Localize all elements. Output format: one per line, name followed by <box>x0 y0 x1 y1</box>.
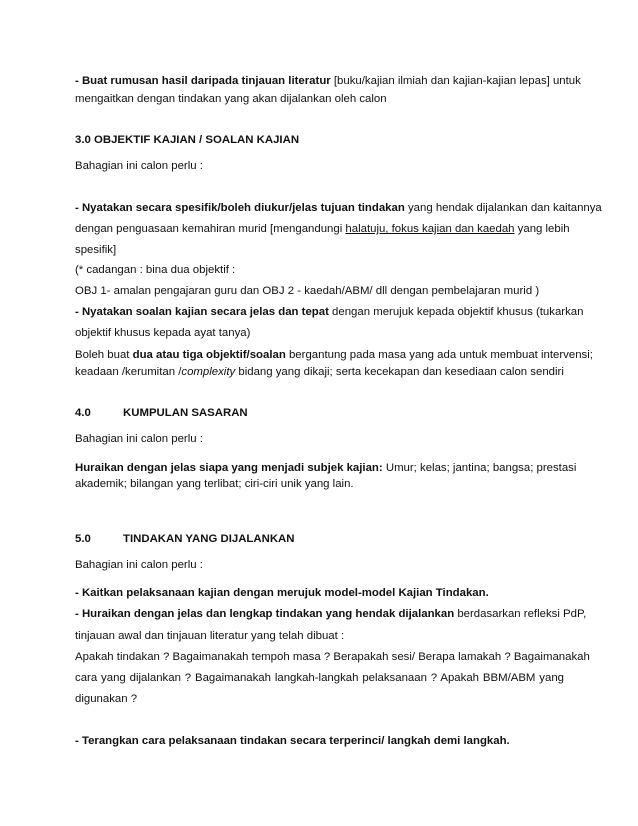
count-para-text-d: bidang yang dikaji; serta kecekapan dan kesediaan calon sendiri <box>235 366 564 378</box>
count-para-bold: dua atau tiga objektif/soalan <box>132 349 286 361</box>
objective-para-text-2a: dengan penguasaan kemahiran murid [mengandungi <box>75 223 346 235</box>
section-5-number: 5.0 <box>75 533 91 545</box>
step-by-step-line: - Terangkan cara pelaksanaan tindakan secara terperinci/ langkah demi langkah. <box>75 735 510 747</box>
objective-list: OBJ 1- amalan pengajaran guru dan OBJ 2 - kaedah/ABM/ dll dengan pembelajaran murid ) <box>75 285 540 297</box>
literature-summary-line-1 <box>75 74 581 88</box>
question-para-text: dengan merujuk kepada objektif khusus (tukarkan <box>328 306 584 318</box>
count-para-line-2 <box>75 365 564 379</box>
section-4-intro: Bahagian ini calon perlu : <box>75 433 203 445</box>
suggestion-note: (* cadangan : bina dua objektif : <box>75 264 236 276</box>
objective-para-underlined: halatuju, fokus kajian dan kaedah <box>345 223 515 235</box>
objective-para-bold: - Nyatakan secara spesifik/boleh diukur/jelas tujuan tindakan <box>75 202 405 214</box>
action-para-line-1 <box>75 607 587 621</box>
questions-line-3: digunakan ? <box>75 693 138 705</box>
objective-para-text-2b: yang lebih <box>514 223 570 235</box>
objective-para-text: yang hendak dijalankan dan kaitannya <box>404 202 602 214</box>
question-para-bold: - Nyatakan soalan kajian secara jelas dan tepat <box>75 306 329 318</box>
objective-para-line-1 <box>75 201 602 215</box>
section-5-title: TINDAKAN YANG DIJALANKAN <box>123 533 295 545</box>
section-4-title: KUMPULAN SASARAN <box>123 407 248 419</box>
literature-summary-bold: - Buat rumusan hasil daripada tinjauan literatur <box>75 75 331 87</box>
count-para-line-1 <box>75 348 593 362</box>
objective-para-line-3: spesifik] <box>75 244 117 256</box>
count-para-italic: complexity <box>181 366 236 378</box>
section-5-heading <box>75 532 564 546</box>
section-5-intro: Bahagian ini calon perlu : <box>75 559 203 571</box>
action-para-bold: - Huraikan dengan jelas dan lengkap tindakan yang hendak dijalankan <box>75 608 455 620</box>
count-para-text-a: Boleh buat <box>75 349 133 361</box>
question-para-line-2: objektif khusus kepada ayat tanya) <box>75 327 251 339</box>
action-para-text: berdasarkan refleksi PdP, <box>454 608 587 620</box>
section-4-heading <box>75 406 564 420</box>
target-group-line-1 <box>75 461 577 475</box>
section-3-heading: 3.0 OBJEKTIF KAJIAN / SOALAN KAJIAN <box>75 134 300 146</box>
section-4-number: 4.0 <box>75 407 91 419</box>
count-para-text-b: bergantung pada masa yang ada untuk membuat intervensi; <box>285 349 593 361</box>
target-group-text: Umur; kelas; jantina; bangsa; prestasi <box>382 462 577 474</box>
count-para-text-c: keadaan /kerumitan / <box>75 366 182 378</box>
model-reference-line: - Kaitkan pelaksanaan kajian dengan merujuk model-model Kajian Tindakan. <box>75 587 489 599</box>
section-3-intro: Bahagian ini calon perlu : <box>75 160 203 172</box>
objective-para-line-2 <box>75 222 570 236</box>
literature-summary-line-2: mengaitkan dengan tindakan yang akan dijalankan oleh calon <box>75 93 387 105</box>
target-group-line-2: akademik; bilangan yang terlibat; ciri-ciri unik yang lain. <box>75 478 354 490</box>
target-group-bold: Huraikan dengan jelas siapa yang menjadi subjek kajian: <box>75 462 383 474</box>
literature-summary-text: [buku/kajian ilmiah dan kajian-kajian lepas] untuk <box>330 75 581 87</box>
action-para-line-2: tinjauan awal dan tinjauan literatur yang telah dibuat : <box>75 630 345 642</box>
question-para-line-1 <box>75 305 584 319</box>
questions-line-1: Apakah tindakan ? Bagaimanakah tempoh masa ? Berapakah sesi/ Berapa lamakah ? Bagaimanakah <box>75 651 590 663</box>
questions-line-2: cara yang dijalankan ? Bagaimanakah langkah-langkah pelaksanaan ? Apakah BBM/ABM yang <box>75 672 564 684</box>
